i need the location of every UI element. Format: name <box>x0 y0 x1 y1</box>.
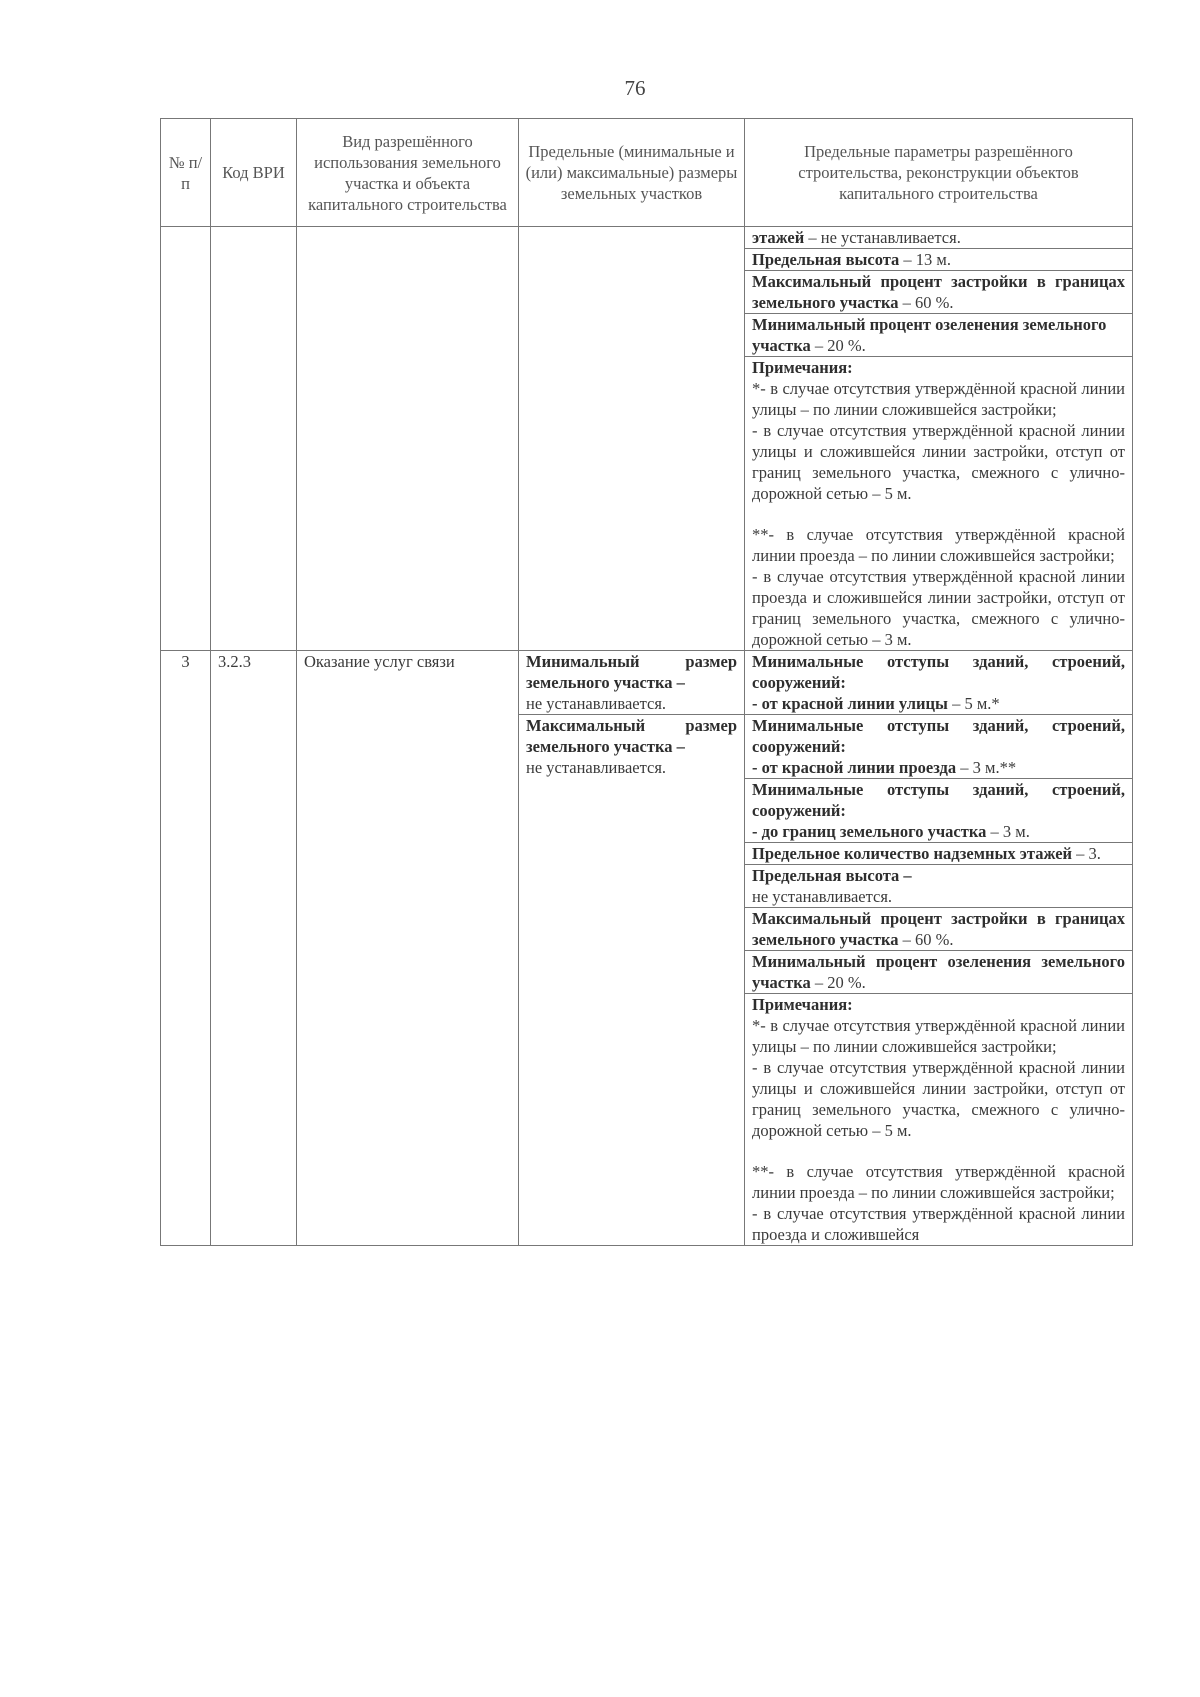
param-green-percent: Минимальный процент озеленения земельного участка – 20 %. <box>745 314 1133 357</box>
note-item: *- в случае отсутствия утверждённой красной линии улицы – по линии сложившейся застройки; <box>752 379 1125 419</box>
note-item: - в случае отсутствия утверждённой красной линии улицы и сложившейся линии застройки, отступ от границ земельного участка, смежного с улично-дорожной сетью – 5 м. <box>752 421 1125 503</box>
param-floors: этажей – не устанавливается. <box>745 227 1133 249</box>
land-use-table <box>160 118 1133 1246</box>
param-offset-border: Минимальные отступы зданий, строений, сооружений: - до границ земельного участка – 3 м. <box>745 779 1133 843</box>
note-item: - в случае отсутствия утверждённой красной линии проезда и сложившейся <box>752 1204 1125 1244</box>
table-row-continued <box>161 227 1133 249</box>
note-item: **- в случае отсутствия утверждённой красной линии проезда – по линии сложившейся застройки; <box>752 525 1125 565</box>
note-item: - в случае отсутствия утверждённой красной линии улицы и сложившейся линии застройки, отступ от границ земельного участка, смежного с улично-дорожной сетью – 5 м. <box>752 1058 1125 1140</box>
cell-code: 3.2.3 <box>211 651 297 1246</box>
table-row <box>161 651 1133 715</box>
param-build-percent: Максимальный процент застройки в границах земельного участка – 60 %. <box>745 908 1133 951</box>
cell-no <box>161 227 211 651</box>
header-no: № п/п <box>161 119 211 227</box>
param-offset-passage: Минимальные отступы зданий, строений, сооружений: - от красной линии проезда – 3 м.** <box>745 715 1133 779</box>
cell-sizes <box>519 227 745 651</box>
note-item: *- в случае отсутствия утверждённой красной линии улицы – по линии сложившейся застройки; <box>752 1016 1125 1056</box>
param-height: Предельная высота – 13 м. <box>745 249 1133 271</box>
header-params: Предельные параметры разрешённого строительства, реконструкции объектов капитального строительства <box>745 119 1133 227</box>
header-sizes: Предельные (минимальные и (или) максимальные) размеры земельных участков <box>519 119 745 227</box>
page-number: 76 <box>624 76 646 100</box>
note-item: - в случае отсутствия утверждённой красной линии проезда и сложившейся линии застройки, отступ от границ земельного участка, смежного с улично-дорожной сетью – 3 м. <box>752 567 1125 649</box>
cell-min-size: Минимальный размер земельного участка – не устанавливается. <box>519 651 745 715</box>
param-height: Предельная высота – не устанавливается. <box>745 865 1133 908</box>
cell-no: 3 <box>161 651 211 1246</box>
cell-vid <box>297 227 519 651</box>
table-header-row <box>161 119 1133 227</box>
notes-title: Примечания: <box>752 358 853 377</box>
notes-block <box>745 994 1133 1246</box>
notes-block <box>745 357 1133 651</box>
param-floors: Предельное количество надземных этажей – 3. <box>745 843 1133 865</box>
cell-code <box>211 227 297 651</box>
notes-title: Примечания: <box>752 995 853 1014</box>
header-vid: Вид разрешённого использования земельного участка и объекта капитального строительства <box>297 119 519 227</box>
cell-vid: Оказание услуг связи <box>297 651 519 1246</box>
param-green-percent: Минимальный процент озеленения земельного участка – 20 %. <box>745 951 1133 994</box>
header-code: Код ВРИ <box>211 119 297 227</box>
param-build-percent: Максимальный процент застройки в границах земельного участка – 60 %. <box>745 271 1133 314</box>
note-item: **- в случае отсутствия утверждённой красной линии проезда – по линии сложившейся застройки; <box>752 1162 1125 1202</box>
cell-max-size: Максимальный размер земельного участка – не устанавливается. <box>519 715 745 1246</box>
param-offset-street: Минимальные отступы зданий, строений, сооружений: - от красной линии улицы – 5 м.* <box>745 651 1133 715</box>
